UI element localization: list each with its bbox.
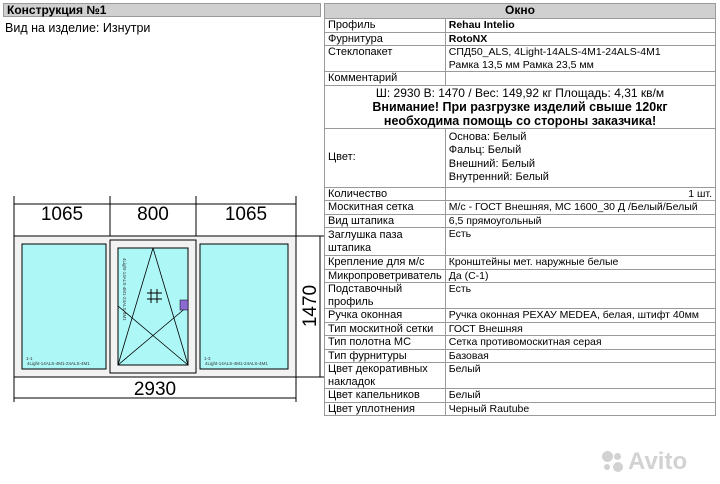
sill-key: Подставочный профиль: [325, 283, 446, 309]
pane-id-left: 1-1: [26, 356, 33, 361]
handle-value: Ручка оконная РЕХАУ MEDEA, белая, штифт 40мм: [445, 309, 715, 323]
dim-top-1: 1065: [40, 204, 84, 225]
comment-key: Комментарий: [325, 72, 446, 86]
glass-label-middle: 4Light-14ALS-4M1-24ALS-4M1: [122, 258, 127, 321]
color-rebate: Фальц: Белый: [448, 144, 522, 156]
size-line: Ш: 2930 В: 1470 / Вес: 149,92 кг Площадь: 4,31 кв/м: [375, 85, 665, 100]
mount-value: Кронштейны мет. наружные белые: [445, 256, 715, 270]
construction-header: Конструкция №1: [3, 3, 321, 17]
color-outer: Внешний: Белый: [448, 157, 536, 170]
qty-value: 1 шт.: [445, 187, 715, 201]
color-value: [445, 128, 715, 187]
seal-value: Черный Rautube: [445, 402, 715, 416]
hwtype-key: Тип фурнитуры: [325, 349, 446, 363]
sill-value: Есть: [445, 283, 715, 309]
color-base: Основа: Белый: [448, 130, 527, 143]
mesh-key: Тип полотна МС: [325, 336, 446, 350]
dim-right: 1470: [300, 284, 321, 328]
hwtype-value: Базовая: [445, 349, 715, 363]
nettype-value: ГОСТ Внешняя: [445, 322, 715, 336]
spec-header: Окно: [325, 4, 716, 19]
color-key: Цвет:: [325, 128, 446, 187]
profile-key: Профиль: [325, 19, 446, 33]
spec-table: [324, 3, 716, 416]
summary-cell: [325, 85, 716, 128]
glass-value: [445, 46, 715, 72]
drip-key: Цвет капельников: [325, 389, 446, 403]
hardware-value: RotoNX: [445, 32, 715, 46]
plug-value: Есть: [445, 228, 715, 256]
color-inner: Внутренний: Белый: [448, 171, 549, 183]
bead-value: 6,5 прямоугольный: [445, 214, 715, 228]
seal-key: Цвет уплотнения: [325, 402, 446, 416]
mount-key: Крепление для м/с: [325, 256, 446, 270]
glass-key: Стеклопакет: [325, 46, 446, 72]
caps-value: Белый: [445, 363, 715, 389]
pane-id-right: 1-3: [204, 356, 211, 361]
glass-label-right: 4Light-14ALS-4M1-24ALS-4M1: [205, 361, 268, 366]
glass-value-line2: Рамка 13,5 мм Рамка 23,5 мм: [448, 58, 594, 71]
pane-left: [22, 244, 106, 369]
hardware-key: Фурнитура: [325, 32, 446, 46]
net-key: Москитная сетка: [325, 201, 446, 215]
vent-value: Да (С-1): [445, 269, 715, 283]
avito-text: Avito: [628, 448, 688, 475]
dim-top-2: 800: [137, 204, 169, 225]
mesh-value: Сетка противомоскитная серая: [445, 336, 715, 350]
net-value: М/с - ГОСТ Внешняя, МС 1600_30 Д /Белый/Белый: [445, 201, 715, 215]
handle-key: Ручка оконная: [325, 309, 446, 323]
plug-key: Заглушка паза штапика: [325, 228, 446, 256]
warning-line1: Внимание! При разгрузке изделий свыше 120кг: [372, 99, 668, 114]
dim-bottom: 2930: [133, 379, 177, 400]
qty-key: Количество: [325, 187, 446, 201]
avito-logo-icon: [600, 449, 626, 475]
window-drawing: [0, 190, 325, 420]
avito-watermark: [600, 448, 716, 476]
profile-value: Rehau Intelio: [445, 19, 715, 33]
glass-label-left: 4Light-14ALS-4M1-24ALS-4M1: [27, 361, 90, 366]
nettype-key: Тип москитной сетки: [325, 322, 446, 336]
caps-key: Цвет декоративных накладок: [325, 363, 446, 389]
bead-key: Вид штапика: [325, 214, 446, 228]
view-label: Вид на изделие: Изнутри: [5, 21, 151, 35]
vent-key: Микропроветриватель: [325, 269, 446, 283]
warning-line2: необходима помощь со стороны заказчика!: [383, 113, 657, 128]
handle-icon: [180, 300, 188, 310]
pane-right: [200, 244, 288, 369]
dim-top-3: 1065: [224, 204, 268, 225]
pane-middle: [118, 248, 188, 365]
drip-value: Белый: [445, 389, 715, 403]
glass-value-line1: СПД50_ALS, 4Light-14ALS-4M1-24ALS-4M1: [448, 46, 661, 58]
comment-value: [445, 72, 715, 86]
